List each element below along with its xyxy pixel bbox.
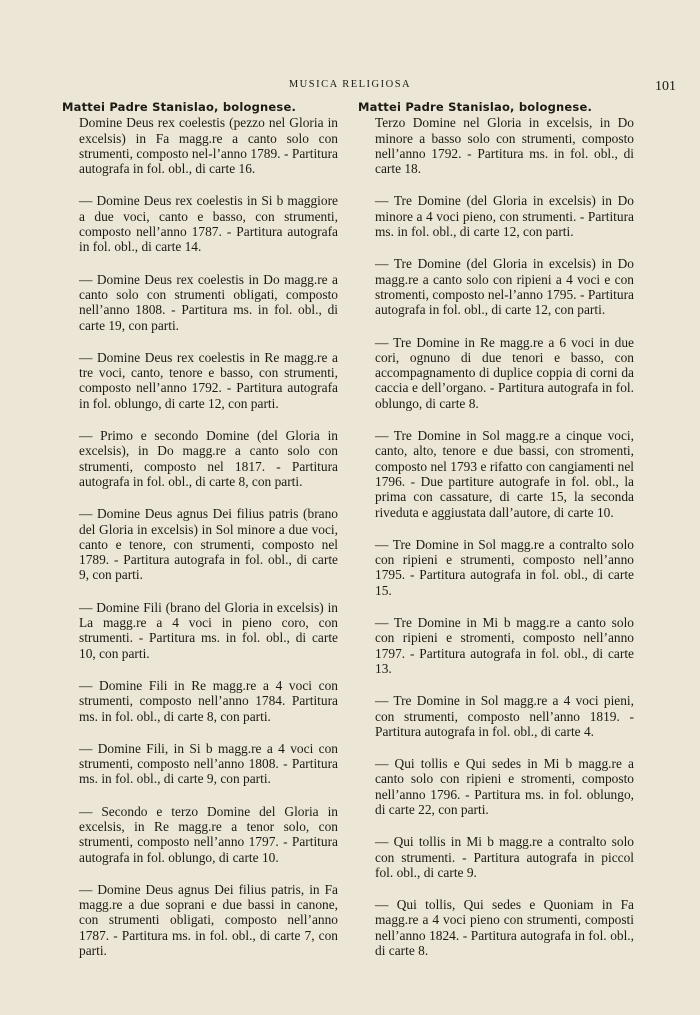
catalogue-entry: — Tre Domine in Re magg.re a 6 voci in due cori, ognuno di due tenori e basso, con accompagnamento di duplice coppia di corni da caccia e dell’organo. - Partitura autografa in fol. oblungo, di carte 8. bbox=[375, 334, 634, 411]
left-column bbox=[62, 100, 338, 958]
catalogue-entry: — Qui tollis e Qui sedes in Mi b magg.re a canto solo con ripieni e stromenti, composto nell’anno 1796. - Partitura ms. in fol. oblungo, di carte 22, con parti. bbox=[375, 756, 634, 817]
catalogue-entry: — Domine Deus rex coelestis in Do magg.re a canto solo con strumenti obligati, composto nell’anno 1808. - Partitura ms. in fol. obl., di carte 19, con parti. bbox=[79, 271, 338, 333]
catalogue-entry: Domine Deus rex coelestis (pezzo nel Gloria in excelsis) in Fa magg.re a canto solo con strumenti, composto nel-l’anno 1789. - Partitura autografa in fol. obl., di carte 16. bbox=[79, 115, 338, 177]
catalogue-entry: — Secondo e terzo Domine del Gloria in excelsis, in Re magg.re a tenor solo, con strumenti, composto nell’anno 1797. - Partitura autografa in fol. oblungo, di carte 10. bbox=[79, 803, 338, 865]
catalogue-entry: — Domine Deus agnus Dei filius patris (brano del Gloria in excelsis) in Sol minore a due voci, canto e tenore, con strumenti, composto nel 1789. - Partitura autografa in fol. obl., di carte 9, con parti. bbox=[79, 506, 338, 583]
catalogue-entry: — Domine Fili in Re magg.re a 4 voci con strumenti, composto nell’anno 1784. Partitura ms. in fol. obl., di carte 8, con parti. bbox=[79, 677, 338, 724]
catalogue-entry: Terzo Domine nel Gloria in excelsis, in Do minore a basso solo con strumenti, composto nell’anno 1792. - Partitura ms. in fol. obl., di carte 18. bbox=[375, 115, 634, 177]
catalogue-entry: — Domine Deus rex coelestis in Si b maggiore a due voci, canto e basso, con strumenti, composto nell’anno 1787. - Partitura autografa in fol. obl., di carte 14. bbox=[79, 193, 338, 255]
left-column-heading: Mattei Padre Stanislao, bolognese. bbox=[62, 100, 297, 114]
right-entry-list bbox=[358, 115, 634, 958]
catalogue-entry: — Domine Fili, in Si b magg.re a 4 voci con strumenti, composto nell’anno 1808. - Partitura ms. in fol. obl., di carte 9, con parti. bbox=[79, 740, 338, 787]
page-number: 101 bbox=[655, 79, 676, 94]
left-entry-list bbox=[62, 115, 338, 958]
catalogue-entry: — Qui tollis, Qui sedes e Quoniam in Fa magg.re a 4 voci pieno con strumenti, composti nell’anno 1824. - Partitura autografa in fol. obl., di carte 8. bbox=[375, 897, 634, 959]
right-column-heading: Mattei Padre Stanislao, bolognese. bbox=[358, 100, 593, 114]
running-title: MUSICA RELIGIOSA bbox=[288, 79, 412, 90]
catalogue-entry: — Domine Deus rex coelestis in Re magg.re a tre voci, canto, tenore e basso, con strumenti, composto nell’anno 1792. - Partitura autografa in fol. oblungo, di carte 12, con parti. bbox=[79, 349, 338, 411]
right-column bbox=[358, 100, 634, 958]
catalogue-entry: — Tre Domine in Sol magg.re a cinque voci, canto, alto, tenore e due bassi, con stromenti, composto nel 1793 e rifatto con cangiamenti nel 1796. - Due partiture autografe in fol. obl., la prima con cassature, di carte 15, la seconda riveduta e aggiustata dall’autore, di carte 10. bbox=[375, 428, 634, 520]
catalogue-entry: — Domine Deus agnus Dei filius patris, in Fa magg.re a due soprani e due bassi in canone, con strumenti obligati, composto nell’anno 1787. - Partitura ms. in fol. obl., di carte 7, con parti. bbox=[79, 881, 338, 959]
catalogue-entry: — Tre Domine (del Gloria in excelsis) in Do magg.re a canto solo con ripieni a 4 voci e con stromenti, composto nel-l’anno 1795. - Partitura autografa in fol. obl., di carte 12, con parti. bbox=[375, 256, 634, 318]
catalogue-entry: — Tre Domine (del Gloria in excelsis) in Do minore a 4 voci pieno, con strumenti. - Partitura ms. in fol. obl., di carte 12, con parti. bbox=[375, 193, 634, 240]
catalogue-entry: — Primo e secondo Domine (del Gloria in excelsis), in Do magg.re a canto solo con strumenti, composto nel 1817. - Partitura autografa in fol. obl., di carte 8, con parti. bbox=[79, 428, 338, 489]
catalogue-entry: — Tre Domine in Sol magg.re a contralto solo con ripieni e strumenti, composto nell’anno 1795. - Partitura autografa in fol. obl., di carte 15. bbox=[375, 536, 634, 598]
catalogue-entry: — Domine Fili (brano del Gloria in excelsis) in La magg.re a 4 voci in pieno coro, con strumenti. - Partitura ms. in fol. obl., di carte 10, con parti. bbox=[79, 599, 338, 661]
catalogue-entry: — Tre Domine in Mi b magg.re a canto solo con ripieni e stromenti, composto nell’anno 1797. - Partitura autografa in fol. obl., di carte 13. bbox=[375, 615, 634, 676]
catalogue-entry: — Qui tollis in Mi b magg.re a contralto solo con strumenti. - Partitura autografa in piccol fol. obl., di carte 9. bbox=[375, 834, 634, 880]
catalogue-entry: — Tre Domine in Sol magg.re a 4 voci pieni, con strumenti, composto nell’anno 1819. - Partitura autografa in fol. obl., di carte 4. bbox=[375, 693, 634, 739]
